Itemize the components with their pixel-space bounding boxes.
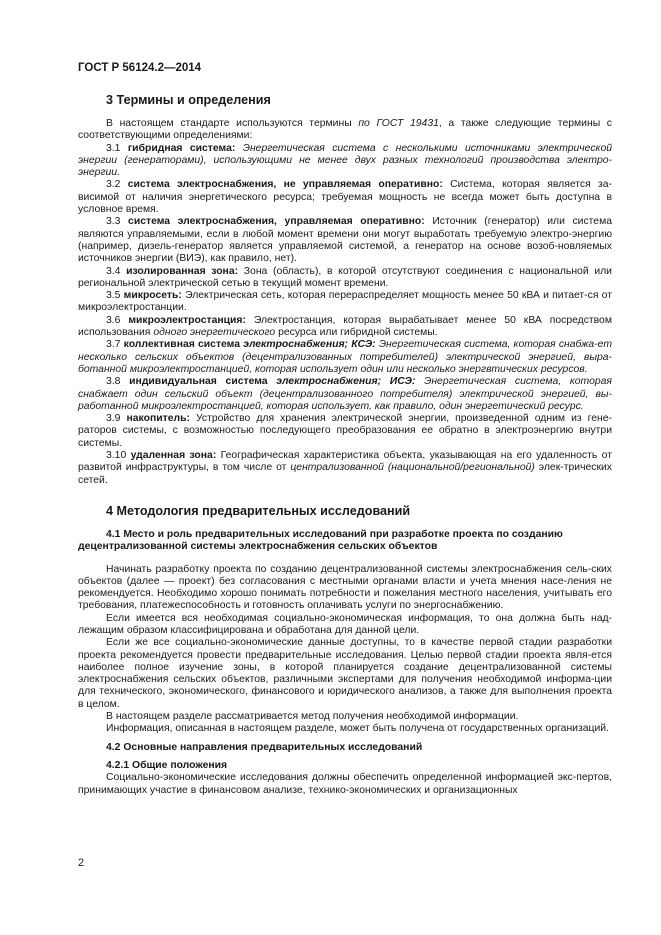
section-3-intro: В настоящем стандарте используются термины по ГОСТ 19431, а также следующие термины с соответствующими определениями: xyxy=(78,118,613,142)
paragraph-4-2-1: Социально-экономические исследования должны обеспечить определенной информацией экс-пертов, принимающих участие в финансовом анализе, технико-экономических и организационных xyxy=(78,772,612,796)
term-3-9: 3.9 накопитель: Устройство для хранения электрической энергии, произведенной одним из гене-раторов системы, с возможностью последующего преобразования ее обратно в электроэнергию внутри системы. xyxy=(78,413,612,449)
section-3-title: 3 Термины и определения xyxy=(106,93,271,107)
paragraph-4-1-e: Информация, описанная в настоящем разделе, может быть получена от государственных организаций. xyxy=(106,723,609,735)
term-3-10: 3.10 удаленная зона: Географическая характеристика объекта, указывающая на его удаленность от развитой инфраструктуры, в том числе от централизованной (национальной/региональной) элек-трических сетей. xyxy=(78,450,612,486)
standard-header: ГОСТ Р 56124.2—2014 xyxy=(78,62,202,74)
term-3-3: 3.3 система электроснабжения, управляемая оперативно: Источник (генератор) или система являются управляемыми, если в любой момент времени они могут выработать требуемую электро-энергию (например, дизель-генератор является управляемой системой, а генератор на основе возоб-новляемых источников энергии (ВИЭ), как правило, нет). xyxy=(78,216,612,265)
term-3-5: 3.5 микросеть: Электрическая сеть, которая перераспределяет мощность менее 50 кВА и питает-ся от микроэлектростанции. xyxy=(78,290,612,314)
paragraph-4-1-c: Если же все социально-экономические данные доступны, то в качестве первой стадии разработки проекта рекомендуется провести предварительные исследования. Целью первой стадии проекта явля-ется наиболее полное изучение зоны, в которой планируется создание децентрализованной системы электроснабжения сельских объектов, различными экспертами для получения необходимой информа-ции для технического, экономического, финансового и юридического анализов, а также для выполнения проекта в целом. xyxy=(78,637,612,710)
paragraph-4-1-a: Начинать разработку проекта по созданию децентрализованной системы электроснабжения сель-ских объектов (далее — проект) без согласования с местными органами власти и учета мнения насе-ления не рекомендуется. Необходимо хорошо понимать потребности и пожелания местного населения, учитывать его требования, платежеспособность и готовность оплачивать услуги по энергоснабжению. xyxy=(78,563,612,612)
term-3-2: 3.2 система электроснабжения, не управляемая оперативно: Система, которая является за-висимой от наличия энергетического ресурса; требуемая мощность не всегда может быть доступна в условное время. xyxy=(78,179,612,216)
paragraph-4-1-b: Если имеется вся необходимая социально-экономическая информация, то она должна быть над-лежащим образом классифицирована и обработана для данной цели. xyxy=(78,612,612,636)
term-3-1: 3.1 гибридная система: Энергетическая система с несколькими источниками электрической энергии (генераторами), использующими не менее двух разных технологий производства электро-энергии. xyxy=(78,142,612,179)
subsection-4-1-title: 4.1 Место и роль предварительных исследований при разработке проекта по созданию децентрализованной системы электроснабжения сельских объектов xyxy=(78,528,563,553)
term-3-4: 3.4 изолированная зона: Зона (область), в которой отсутствуют соединения с национальной или региональной электрической сетью в текущий момент времени. xyxy=(78,265,612,289)
section-4-title: 4 Методология предварительных исследований xyxy=(106,503,411,518)
paragraph-4-1-d: В настоящем разделе рассматривается метод получения необходимой информации. xyxy=(106,711,519,723)
term-3-8: 3.8 индивидуальная система электроснабжения; ИСЭ: Энергетическая система, которая снабжает один сельский объект (децентрализованного потребителя) электрической энергией, вы-работанной микроэлектростанцией, которая использует, как правило, один энергетический ресурс. xyxy=(78,376,612,412)
term-3-6: 3.6 микроэлектростанция: Электростанция, которая вырабатывает менее 50 кВА посредством использования одного энергетического ресурса или гибридной системы. xyxy=(78,314,612,339)
subsection-4-2-title: 4.2 Основные направления предварительных исследований xyxy=(106,741,423,753)
subsection-4-2-1-title: 4.2.1 Общие положения xyxy=(106,759,228,771)
term-3-7: 3.7 коллективная система электроснабжения; КСЭ: Энергетическая система, которая снабжа-ет несколько сельских объектов (децентрализованных потребителей) электрической энергией, выра-ботанной микроэлектростанцией, которая использует один или несколько энергвтических ресурсов. xyxy=(78,339,612,375)
page-number: 2 xyxy=(78,857,85,869)
document-body xyxy=(78,93,612,797)
